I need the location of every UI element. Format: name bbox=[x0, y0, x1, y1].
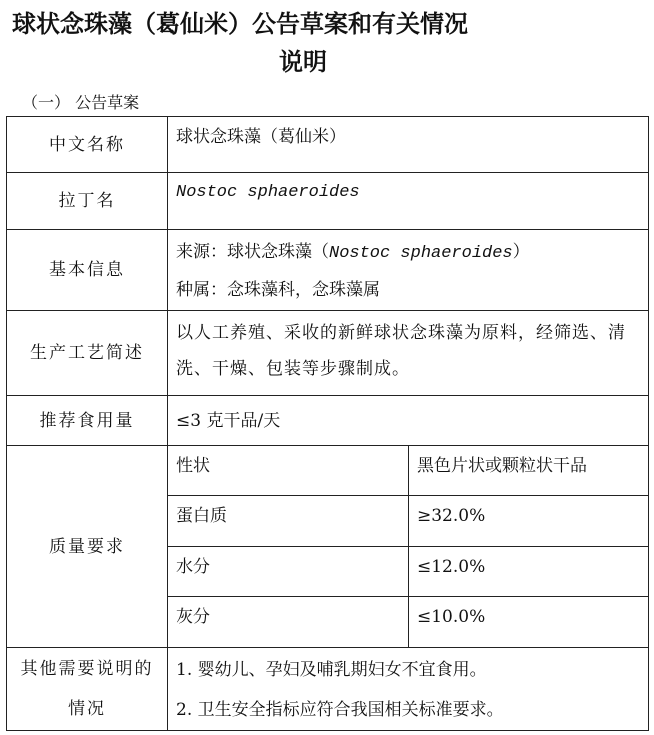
quality-item-name: 性状 bbox=[168, 446, 409, 496]
row-value bbox=[168, 230, 649, 311]
document-title: 球状念珠藻（葛仙米）公告草案和有关情况 bbox=[12, 10, 468, 38]
row-value: 以人工养殖、采收的新鲜球状念珠藻为原料，经筛选、清洗、干燥、包装等步骤制成。 bbox=[168, 311, 649, 396]
source-latin: Nostoc sphaeroides bbox=[329, 244, 513, 263]
source-line bbox=[176, 234, 648, 272]
source-prefix: 来源：球状念珠藻（ bbox=[176, 242, 329, 262]
genus-line: 种属：念珠藻科，念珠藻属 bbox=[176, 280, 380, 300]
row-label: 基本信息 bbox=[7, 230, 168, 311]
row-value: ≤3 克干品/天 bbox=[168, 396, 649, 446]
table-row bbox=[7, 117, 649, 173]
announcement-table bbox=[6, 116, 649, 731]
source-suffix: ） bbox=[512, 242, 530, 262]
row-value: 球状念珠藻（葛仙米） bbox=[168, 117, 649, 173]
row-label: 生产工艺简述 bbox=[7, 311, 168, 396]
table-row bbox=[7, 230, 649, 311]
quality-item-name: 水分 bbox=[168, 547, 409, 597]
note-item: 2. 卫生安全指标应符合我国相关标准要求。 bbox=[176, 700, 504, 720]
quality-item-value: ≤12.0% bbox=[409, 547, 649, 597]
row-label: 质量要求 bbox=[7, 446, 168, 648]
table-row bbox=[7, 311, 649, 396]
row-label: 推荐食用量 bbox=[7, 396, 168, 446]
quality-item-value: ≤10.0% bbox=[409, 597, 649, 648]
row-value bbox=[168, 648, 649, 731]
table-row bbox=[7, 446, 649, 496]
quality-item-name: 蛋白质 bbox=[168, 496, 409, 547]
quality-item-value: ≥32.0% bbox=[409, 496, 649, 547]
row-value: Nostoc sphaeroides bbox=[168, 173, 649, 230]
table-row bbox=[7, 396, 649, 446]
document-title-line2: 说明 bbox=[279, 48, 327, 76]
quality-item-name: 灰分 bbox=[168, 597, 409, 648]
row-label: 中文名称 bbox=[7, 117, 168, 173]
quality-item-value: 黑色片状或颗粒状干品 bbox=[409, 446, 649, 496]
row-label: 其他需要说明的情况 bbox=[7, 648, 168, 731]
section-heading: （一） 公告草案 bbox=[22, 93, 140, 112]
note-item: 1. 婴幼儿、孕妇及哺乳期妇女不宜食用。 bbox=[176, 660, 487, 680]
table-row bbox=[7, 173, 649, 230]
row-label: 拉丁名 bbox=[7, 173, 168, 230]
table-row bbox=[7, 648, 649, 731]
